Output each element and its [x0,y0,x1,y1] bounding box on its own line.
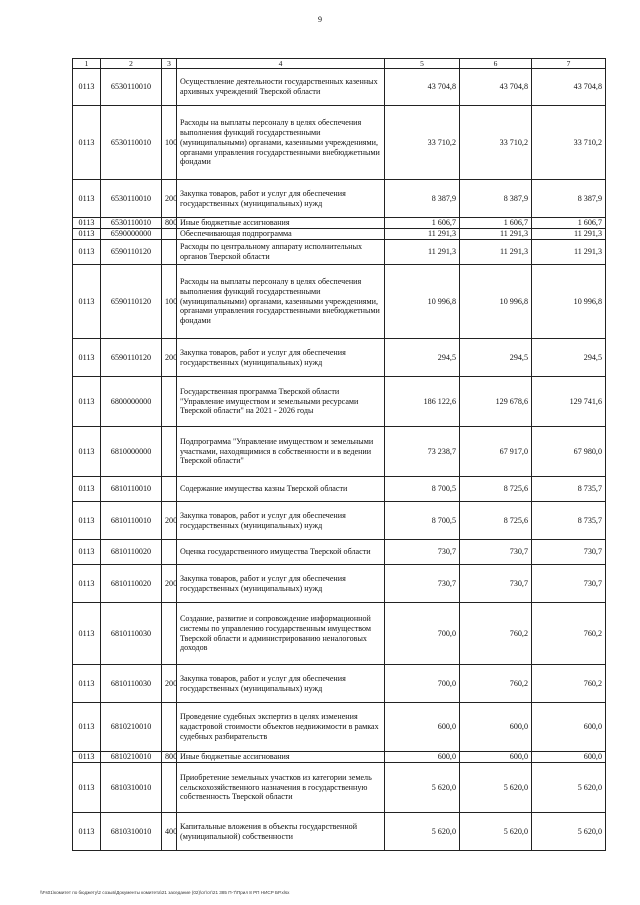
amount-col5-cell: 33 710,2 [385,106,460,180]
section-cell: 0113 [73,603,101,665]
amount-col7-cell: 10 996,8 [532,265,606,339]
target-code-cell: 6590110120 [101,339,162,377]
amount-col7-cell: 33 710,2 [532,106,606,180]
section-cell: 0113 [73,229,101,240]
expense-type-cell: 800 [162,218,177,229]
section-cell: 0113 [73,565,101,603]
amount-col6-cell: 760,2 [460,665,532,703]
amount-col6-cell: 730,7 [460,565,532,603]
page-number: 9 [318,15,322,24]
item-name-cell: Закупка товаров, работ и услуг для обеспечения государственных (муниципальных) нужд [177,565,385,603]
budget-table [72,58,606,851]
section-cell: 0113 [73,69,101,106]
target-code-cell: 6810110020 [101,565,162,603]
item-name-cell: Иные бюджетные ассигнования [177,218,385,229]
amount-col5-cell: 294,5 [385,339,460,377]
table-row [73,427,606,477]
amount-col6-cell: 8 725,6 [460,477,532,502]
amount-col6-cell: 730,7 [460,540,532,565]
table-row [73,502,606,540]
target-code-cell: 6530110010 [101,218,162,229]
section-cell: 0113 [73,240,101,265]
table-row [73,477,606,502]
target-code-cell: 6800000000 [101,377,162,427]
section-cell: 0113 [73,763,101,813]
item-name-cell: Осуществление деятельности государственных казенных архивных учреждений Тверской области [177,69,385,106]
expense-type-cell: 200 [162,180,177,218]
section-cell: 0113 [73,218,101,229]
amount-col7-cell: 760,2 [532,665,606,703]
expense-type-cell: 200 [162,502,177,540]
amount-col7-cell: 600,0 [532,703,606,752]
section-cell: 0113 [73,813,101,851]
amount-col5-cell: 10 996,8 [385,265,460,339]
amount-col5-cell: 730,7 [385,540,460,565]
table-row [73,565,606,603]
target-code-cell: 6810310010 [101,763,162,813]
section-cell: 0113 [73,377,101,427]
table-row [73,603,606,665]
table-row [73,540,606,565]
item-name-cell: Закупка товаров, работ и услуг для обеспечения государственных (муниципальных) нужд [177,339,385,377]
target-code-cell: 6590000000 [101,229,162,240]
header-col-4: 4 [177,59,385,69]
table-row [73,763,606,813]
expense-type-cell: 100 [162,265,177,339]
amount-col5-cell: 8 700,5 [385,502,460,540]
amount-col7-cell: 1 606,7 [532,218,606,229]
item-name-cell: Расходы по центральному аппарату исполнительных органов Тверской области [177,240,385,265]
item-name-cell: Создание, развитие и сопровождение информационной системы по управлению государственным имуществом Тверской области и администрированию неналоговых доходов [177,603,385,665]
table-row [73,813,606,851]
item-name-cell: Приобретение земельных участков из категории земель сельскохозяйственного назначения в государственную собственность Тверской области [177,763,385,813]
amount-col5-cell: 5 620,0 [385,763,460,813]
amount-col6-cell: 43 704,8 [460,69,532,106]
amount-col6-cell: 129 678,6 [460,377,532,427]
amount-col5-cell: 186 122,6 [385,377,460,427]
target-code-cell: 6810110010 [101,477,162,502]
table-row [73,339,606,377]
item-name-cell: Государственная программа Тверской области "Управление имуществом и земельными ресурсами Тверской области" на 2021 - 2026 годы [177,377,385,427]
header-col-6: 6 [460,59,532,69]
item-name-cell: Расходы на выплаты персоналу в целях обеспечения выполнения функций государственными (муниципальными) органами, казенными учреждениями, органами управления государственными внебюджетными фондами [177,106,385,180]
target-code-cell: 6590110120 [101,265,162,339]
table-row [73,377,606,427]
header-col-1: 1 [73,59,101,69]
expense-type-cell: 800 [162,752,177,763]
target-code-cell: 6810210010 [101,752,162,763]
expense-type-cell: 200 [162,339,177,377]
amount-col6-cell: 600,0 [460,703,532,752]
amount-col6-cell: 11 291,3 [460,240,532,265]
table-row [73,752,606,763]
expense-type-cell [162,427,177,477]
amount-col7-cell: 600,0 [532,752,606,763]
amount-col7-cell: 67 980,0 [532,427,606,477]
section-cell: 0113 [73,703,101,752]
expense-type-cell [162,703,177,752]
target-code-cell: 6810310010 [101,813,162,851]
table-row [73,106,606,180]
table-row [73,265,606,339]
amount-col6-cell: 33 710,2 [460,106,532,180]
table-row [73,240,606,265]
amount-col6-cell: 11 291,3 [460,229,532,240]
amount-col5-cell: 5 620,0 [385,813,460,851]
target-code-cell: 6530110010 [101,69,162,106]
section-cell: 0113 [73,502,101,540]
table-row [73,69,606,106]
item-name-cell: Подпрограмма "Управление имуществом и земельными участками, находящимися в собственности и в ведении Тверской области" [177,427,385,477]
item-name-cell: Закупка товаров, работ и услуг для обеспечения государственных (муниципальных) нужд [177,665,385,703]
target-code-cell: 6810110030 [101,665,162,703]
header-col-2: 2 [101,59,162,69]
table-row [73,703,606,752]
amount-col5-cell: 73 238,7 [385,427,460,477]
item-name-cell: Закупка товаров, работ и услуг для обеспечения государственных (муниципальных) нужд [177,502,385,540]
item-name-cell: Расходы на выплаты персоналу в целях обеспечения выполнения функций государственными (муниципальными) органами, казенными учреждениями, органами управления государственными внебюджетными фондами [177,265,385,339]
section-cell: 0113 [73,106,101,180]
amount-col7-cell: 760,2 [532,603,606,665]
amount-col5-cell: 43 704,8 [385,69,460,106]
section-cell: 0113 [73,665,101,703]
item-name-cell: Обеспечивающая подпрограмма [177,229,385,240]
amount-col7-cell: 730,7 [532,565,606,603]
file-path-footer: \\Fs01\комитет по бюджету\2 созыв\Документы комитета\21 заседание (02)\от\от\21 385 П-7\Прил 8 РП НИСР БР.xlsx [40,890,290,895]
section-cell: 0113 [73,339,101,377]
amount-col7-cell: 8 735,7 [532,502,606,540]
table-row [73,665,606,703]
amount-col6-cell: 8 725,6 [460,502,532,540]
target-code-cell: 6810110020 [101,540,162,565]
item-name-cell: Иные бюджетные ассигнования [177,752,385,763]
amount-col5-cell: 600,0 [385,703,460,752]
amount-col5-cell: 700,0 [385,603,460,665]
header-col-7: 7 [532,59,606,69]
table-row [73,229,606,240]
item-name-cell: Капитальные вложения в объекты государственной (муниципальной) собственности [177,813,385,851]
amount-col7-cell: 129 741,6 [532,377,606,427]
amount-col6-cell: 1 606,7 [460,218,532,229]
target-code-cell: 6530110010 [101,180,162,218]
section-cell: 0113 [73,265,101,339]
amount-col5-cell: 11 291,3 [385,229,460,240]
amount-col7-cell: 11 291,3 [532,229,606,240]
section-cell: 0113 [73,477,101,502]
target-code-cell: 6810110010 [101,502,162,540]
expense-type-cell [162,477,177,502]
amount-col7-cell: 5 620,0 [532,813,606,851]
amount-col6-cell: 8 387,9 [460,180,532,218]
expense-type-cell: 200 [162,665,177,703]
amount-col5-cell: 8 700,5 [385,477,460,502]
amount-col6-cell: 67 917,0 [460,427,532,477]
item-name-cell: Закупка товаров, работ и услуг для обеспечения государственных (муниципальных) нужд [177,180,385,218]
target-code-cell: 6590110120 [101,240,162,265]
amount-col6-cell: 294,5 [460,339,532,377]
header-col-3: 3 [162,59,177,69]
expense-type-cell: 400 [162,813,177,851]
expense-type-cell [162,377,177,427]
amount-col6-cell: 760,2 [460,603,532,665]
expense-type-cell [162,540,177,565]
target-code-cell: 6530110010 [101,106,162,180]
item-name-cell: Проведение судебных экспертиз в целях изменения кадастровой стоимости объектов недвижимости в рамках судебных разбирательств [177,703,385,752]
item-name-cell: Оценка государственного имущества Тверской области [177,540,385,565]
amount-col5-cell: 730,7 [385,565,460,603]
amount-col7-cell: 8 735,7 [532,477,606,502]
expense-type-cell [162,763,177,813]
section-cell: 0113 [73,427,101,477]
amount-col6-cell: 5 620,0 [460,763,532,813]
expense-type-cell [162,240,177,265]
target-code-cell: 6810000000 [101,427,162,477]
expense-type-cell [162,69,177,106]
amount-col7-cell: 43 704,8 [532,69,606,106]
amount-col5-cell: 1 606,7 [385,218,460,229]
expense-type-cell: 200 [162,565,177,603]
amount-col7-cell: 5 620,0 [532,763,606,813]
amount-col5-cell: 11 291,3 [385,240,460,265]
amount-col5-cell: 8 387,9 [385,180,460,218]
target-code-cell: 6810210010 [101,703,162,752]
section-cell: 0113 [73,752,101,763]
target-code-cell: 6810110030 [101,603,162,665]
header-col-5: 5 [385,59,460,69]
amount-col5-cell: 600,0 [385,752,460,763]
amount-col7-cell: 730,7 [532,540,606,565]
amount-col6-cell: 5 620,0 [460,813,532,851]
section-cell: 0113 [73,180,101,218]
amount-col7-cell: 11 291,3 [532,240,606,265]
amount-col6-cell: 10 996,8 [460,265,532,339]
column-number-row [73,59,606,69]
section-cell: 0113 [73,540,101,565]
item-name-cell: Содержание имущества казны Тверской области [177,477,385,502]
amount-col6-cell: 600,0 [460,752,532,763]
expense-type-cell [162,229,177,240]
amount-col5-cell: 700,0 [385,665,460,703]
amount-col7-cell: 294,5 [532,339,606,377]
table-row [73,180,606,218]
expense-type-cell [162,603,177,665]
table-row [73,218,606,229]
expense-type-cell: 100 [162,106,177,180]
table-body [73,69,606,851]
amount-col7-cell: 8 387,9 [532,180,606,218]
